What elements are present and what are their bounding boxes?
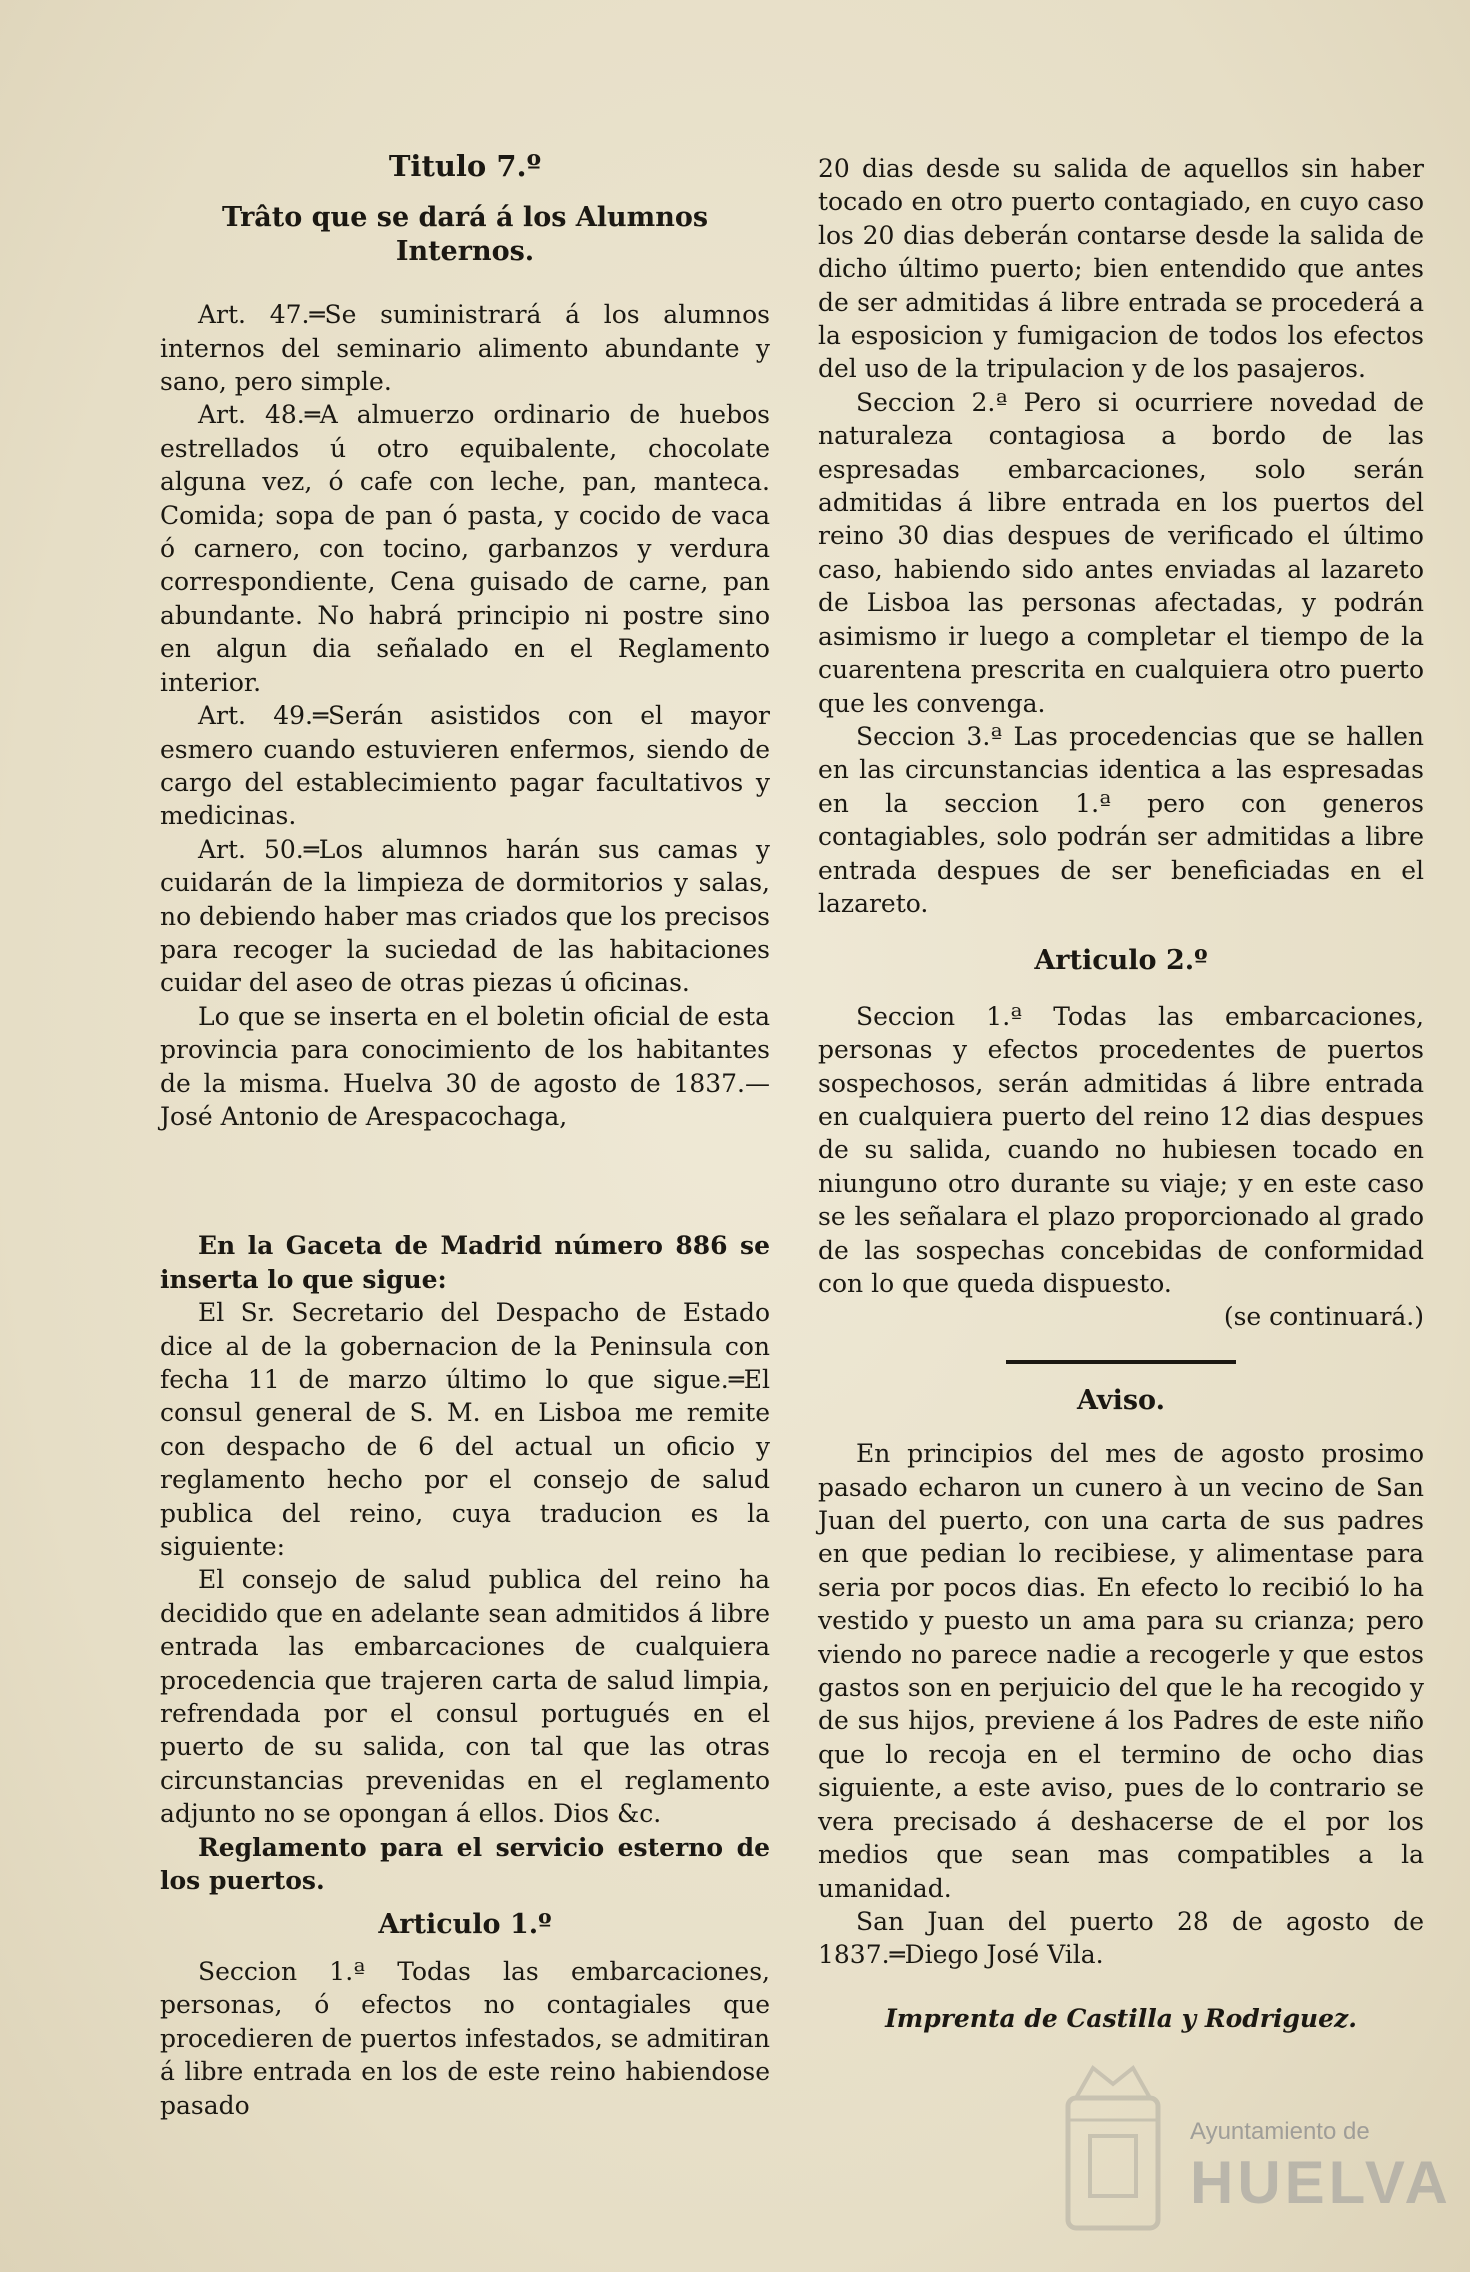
insertion-notice: Lo que se inserta en el boletin oficial de esta provincia para conocimiento de los habitantes de la misma. Huelva 30 de agosto de 1837.—José Antonio de Arespacochaga, (160, 1001, 770, 1131)
article-49: Art. 49.═Serán asistidos con el mayor esmero cuando estuvieren enfermos, siendo de cargo del establecimiento pagar facultativos y medicinas. (160, 701, 770, 831)
gaceta-intro: En la Gaceta de Madrid número 886 se inserta lo que sigue: (160, 1231, 770, 1294)
articulo-2-heading: Articulo 2.º (1034, 945, 1208, 977)
continuation-paragraph: 20 dias desde su salida de aquellos sin haber tocado en otro puerto contagiado, en cuyo caso los 20 dias deberán contarse desde la salida de dicho último puerto; bien entendido que antes de ser admitidas á libre entrada se procederá a la esposicion y fumigacion de todos los efectos del uso de la tripulacion y de los pasajeros. (818, 154, 1424, 384)
printer-imprint: Imprenta de Castilla y Rodriguez. (885, 2003, 1357, 2033)
consejo-paragraph: El consejo de salud publica del reino ha decidido que en adelante sean admitidos á libre entrada las embarcaciones de cualquiera procedencia que trajeren carta de salud limpia, refrendada por el consul portugués en el puerto de su salida, con tal que las otras circunstancias prevenidas en el reglamento adjunto no se opongan á ellos. Dios &c. (160, 1565, 770, 1829)
article-48: Art. 48.═A almuerzo ordinario de huebos estrellados ú otro equibalente, chocolate alguna vez, ó cafe con leche, pan, manteca. Comida; sopa de pan ó pasta, y cocido de vaca ó carnero, con tocino, garbanzos y verdura correspondiente, Cena guisado de carne, pan abundante. No habrá principio ni postre sino en algun dia señalado en el Reglamento interior. (160, 400, 770, 697)
seccion-2-text: Seccion 2.ª Pero si ocurriere novedad de naturaleza contagiosa a bordo de las espresadas embarcaciones, solo serán admitidas á libre entrada en los puertos del reino 30 dias despues de verificado el último caso, habiendo sido antes enviadas al lazareto de Lisboa las personas afectadas, y podrán asimismo ir luego a completar el tiempo de la cuarentena prescrita en cualquiera otro puerto que les convenga. (818, 387, 1424, 718)
aviso-text: En principios del mes de agosto prosimo pasado echaron un cunero à un vecino de San Juan del puerto, con una carta de sus padres en que pedian lo recibiese, y alimentase para seria por pocos dias. En efecto lo recibió lo ha vestido y puesto un ama para su crianza; pero viendo no parece nadie a recogerle y que estos gastos son en perjuicio del que le ha recogido y de sus hijos, previene á los Padres de este niño que lo recoja en el termino de ocho dias siguiente, a este aviso, pues de lo contrario se vera precisado á deshacerse de el por los medios que sean mas compatibles a la umanidad. (818, 1439, 1424, 1903)
continues-note: (se continuará.) (1223, 1302, 1424, 1332)
article-50: Art. 50.═Los alumnos harán sus camas y cuidarán de la limpieza de dormitorios y salas, no debiendo haber mas criados que los precisos para recoger la suciedad de las habitaciones cuidar del aseo de otras piezas ú oficinas. (160, 834, 770, 998)
aviso-heading: Aviso. (1077, 1384, 1165, 1416)
article-47: Art. 47.═Se suministrará á los alumnos internos del seminario alimento abundante y sano, pero simple. (160, 300, 770, 397)
watermark-line-1: Ayuntamiento de (1190, 2118, 1370, 2145)
seccion-3-text: Seccion 3.ª Las procedencias que se hallen en las circunstancias identica a las espresadas en la seccion 1.ª pero con generos contagiables, solo podrán ser admitidas a libre entrada despues de ser beneficiadas en el lazareto. (818, 721, 1424, 918)
articulo-2-seccion-1: Seccion 1.ª Todas las embarcaciones, personas y efectos procedentes de puertos sospechosos, serán admitidas á libre entrada en cualquiera puerto del reino 12 dias despues de su salida, cuando no hubiesen tocado en niunguno otro durante su viaje; y en este caso se les señalara el plazo proporcionado al grado de las sospechas concebidas de conformidad con lo que queda dispuesto. (818, 1001, 1424, 1298)
divider-rule (1006, 1360, 1236, 1364)
seccion-1-text: Seccion 1.ª Todas las embarcaciones, personas, ó efectos no contagiales que procedieren de puertos infestados, se admitiran á libre entrada en los de este reino habiendose pasado (160, 1956, 770, 2120)
reglamento-title: Reglamento para el servicio esterno de los puertos. (160, 1832, 770, 1896)
continues-note-line (818, 1300, 1424, 1333)
secretario-paragraph: El Sr. Secretario del Despacho de Estado dice al de la gobernacion de la Peninsula con fecha 11 de marzo último lo que sigue.═El consul general de S. M. en Lisboa me remite con despacho de 6 del actual un oficio y reglamento hecho por el consejo de salud publica del reino, cuya traducion es la siguiente: (160, 1298, 770, 1562)
section-subtitle: Trâto que se dará á los Alumnos Internos. (221, 202, 709, 267)
right-column (818, 152, 1424, 2035)
left-column (160, 150, 770, 2122)
watermark-line-2: HUELVA (1190, 2149, 1452, 2216)
aviso-signature: San Juan del puerto 28 de agosto de 1837.═Diego José Vila. (818, 1906, 1424, 1970)
articulo-1-heading: Articulo 1.º (378, 1908, 552, 1940)
section-title: Titulo 7.º (388, 149, 542, 183)
